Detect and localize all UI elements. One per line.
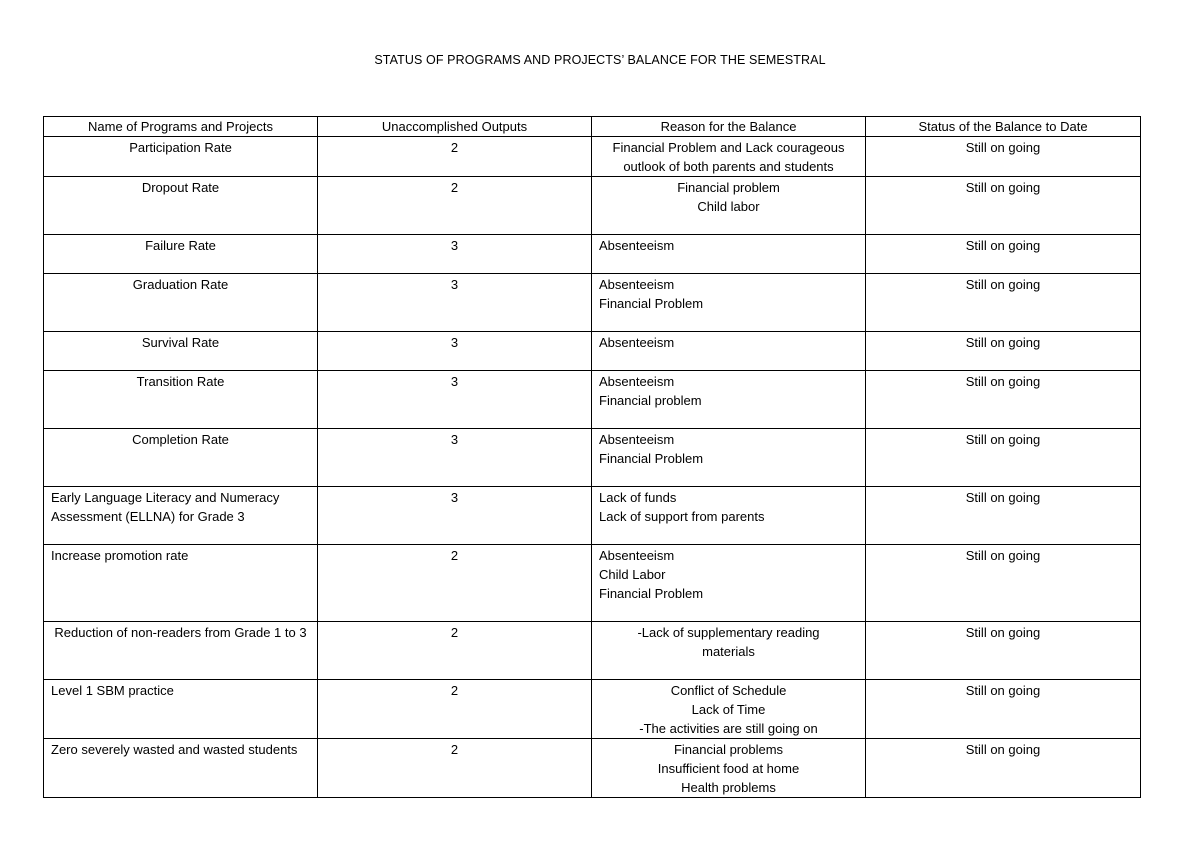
table-row	[44, 235, 1141, 274]
header-reason: Reason for the Balance	[592, 117, 866, 137]
header-outputs: Unaccomplished Outputs	[318, 117, 592, 137]
header-status: Status of the Balance to Date	[866, 117, 1141, 137]
reason-line: Absenteeism	[599, 374, 675, 389]
reason-cell	[592, 739, 866, 798]
reason-cell	[592, 332, 866, 371]
program-name-cell: Dropout Rate	[44, 177, 318, 235]
reason-line: Financial Problem	[599, 296, 704, 311]
table-row	[44, 177, 1141, 235]
reason-line: Lack of funds	[599, 490, 677, 505]
reason-line: Absenteeism	[599, 548, 675, 563]
status-cell: Still on going	[866, 274, 1141, 332]
reason-line: Financial Problem	[599, 586, 704, 601]
unaccomplished-outputs-cell: 2	[318, 545, 592, 622]
page-title: STATUS OF PROGRAMS AND PROJECTS’ BALANCE FOR THE SEMESTRAL	[374, 53, 826, 67]
table-row	[44, 429, 1141, 487]
status-cell: Still on going	[866, 487, 1141, 545]
reason-line: Financial problem	[599, 393, 702, 408]
status-cell: Still on going	[866, 371, 1141, 429]
reason-line: Absenteeism	[599, 238, 675, 253]
unaccomplished-outputs-cell: 3	[318, 235, 592, 274]
reason-line: Insufficient food at home	[657, 761, 800, 776]
table-row	[44, 622, 1141, 680]
status-cell: Still on going	[866, 429, 1141, 487]
reason-line: Lack of Time	[691, 702, 766, 717]
reason-cell	[592, 371, 866, 429]
table-row	[44, 545, 1141, 622]
program-name-cell: Level 1 SBM practice	[44, 680, 318, 739]
reason-line: materials	[702, 644, 755, 659]
status-cell: Still on going	[866, 177, 1141, 235]
unaccomplished-outputs-cell: 2	[318, 622, 592, 680]
program-name-cell: Transition Rate	[44, 371, 318, 429]
program-name-cell: Early Language Literacy and Numeracy Assessment (ELLNA) for Grade 3	[44, 487, 318, 545]
table-row	[44, 680, 1141, 739]
status-cell: Still on going	[866, 545, 1141, 622]
table-row	[44, 487, 1141, 545]
unaccomplished-outputs-cell: 3	[318, 487, 592, 545]
reason-line: Absenteeism	[599, 335, 675, 350]
reason-cell	[592, 680, 866, 739]
status-cell: Still on going	[866, 332, 1141, 371]
reason-line: Health problems	[681, 780, 776, 795]
reason-line: -Lack of supplementary reading	[637, 625, 820, 640]
table-header-row	[44, 117, 1141, 137]
reason-line: Absenteeism	[599, 277, 675, 292]
program-name-cell: Graduation Rate	[44, 274, 318, 332]
unaccomplished-outputs-cell: 3	[318, 371, 592, 429]
reason-line: Financial Problem and Lack courageous	[612, 140, 845, 155]
unaccomplished-outputs-cell: 2	[318, 137, 592, 177]
unaccomplished-outputs-cell: 3	[318, 429, 592, 487]
reason-line: Conflict of Schedule	[670, 683, 787, 698]
reason-cell	[592, 177, 866, 235]
program-name-cell: Zero severely wasted and wasted students	[44, 739, 318, 798]
program-name-cell: Failure Rate	[44, 235, 318, 274]
program-name-cell: Completion Rate	[44, 429, 318, 487]
program-name-cell: Survival Rate	[44, 332, 318, 371]
status-cell: Still on going	[866, 739, 1141, 798]
unaccomplished-outputs-cell: 2	[318, 680, 592, 739]
reason-cell	[592, 545, 866, 622]
reason-line: Financial Problem	[599, 451, 704, 466]
status-cell: Still on going	[866, 235, 1141, 274]
reason-line: Financial problems	[673, 742, 784, 757]
reason-cell	[592, 274, 866, 332]
table-row	[44, 371, 1141, 429]
reason-cell	[592, 487, 866, 545]
reason-line: Child Labor	[599, 567, 666, 582]
unaccomplished-outputs-cell: 3	[318, 332, 592, 371]
table-row	[44, 137, 1141, 177]
status-cell: Still on going	[866, 680, 1141, 739]
table-body	[44, 137, 1141, 798]
reason-line: Lack of support from parents	[599, 509, 765, 524]
unaccomplished-outputs-cell: 3	[318, 274, 592, 332]
table-row	[44, 274, 1141, 332]
unaccomplished-outputs-cell: 2	[318, 739, 592, 798]
reason-line: -The activities are still going on	[639, 721, 818, 736]
reason-cell	[592, 235, 866, 274]
header-name: Name of Programs and Projects	[44, 117, 318, 137]
unaccomplished-outputs-cell: 2	[318, 177, 592, 235]
reason-line: Financial problem	[677, 180, 780, 195]
reason-cell	[592, 429, 866, 487]
programs-status-table	[43, 116, 1141, 798]
reason-line: Child labor	[697, 199, 760, 214]
table-row	[44, 332, 1141, 371]
program-name-cell: Participation Rate	[44, 137, 318, 177]
reason-cell	[592, 137, 866, 177]
status-cell: Still on going	[866, 622, 1141, 680]
reason-line: Absenteeism	[599, 432, 675, 447]
program-name-cell: Reduction of non-readers from Grade 1 to 3	[44, 622, 318, 680]
status-cell: Still on going	[866, 137, 1141, 177]
table-row	[44, 739, 1141, 798]
reason-line: outlook of both parents and students	[623, 159, 834, 174]
program-name-cell: Increase promotion rate	[44, 545, 318, 622]
reason-cell	[592, 622, 866, 680]
